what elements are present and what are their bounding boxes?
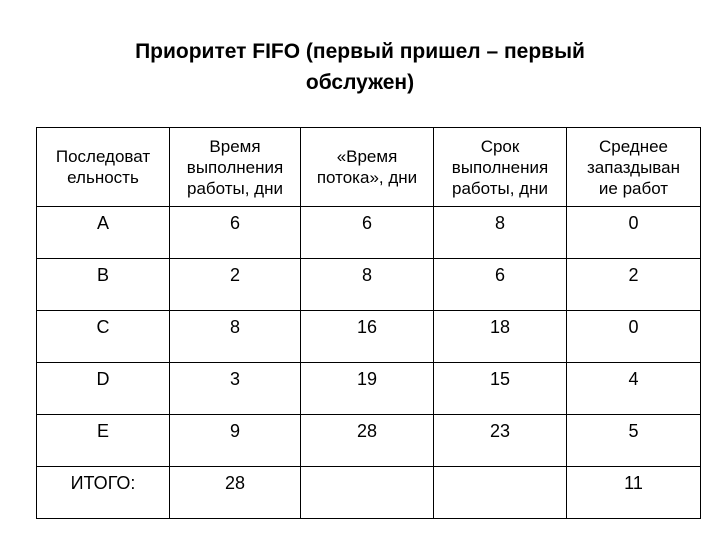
cell-due-date: 15: [434, 363, 567, 415]
cell-processing-time: 6: [170, 207, 301, 259]
table-row: [37, 415, 701, 467]
cell-lateness: 0: [567, 311, 701, 363]
cell-total-processing-time: 28: [170, 467, 301, 519]
cell-processing-time: 9: [170, 415, 301, 467]
fifo-table: [36, 127, 701, 519]
total-row: [37, 467, 701, 519]
cell-sequence: B: [37, 259, 170, 311]
cell-lateness: 5: [567, 415, 701, 467]
cell-lateness: 0: [567, 207, 701, 259]
header-row: [37, 128, 701, 207]
cell-total-lateness: 11: [567, 467, 701, 519]
cell-sequence: D: [37, 363, 170, 415]
table-row: [37, 207, 701, 259]
title-line-2: обслужен): [305, 71, 415, 94]
cell-flow-time: 16: [301, 311, 434, 363]
cell-processing-time: 8: [170, 311, 301, 363]
header-sequence: Последоват ельность: [37, 128, 170, 207]
slide-title: [0, 36, 720, 98]
cell-flow-time: 28: [301, 415, 434, 467]
cell-flow-time: 8: [301, 259, 434, 311]
cell-flow-time: 6: [301, 207, 434, 259]
cell-sequence: A: [37, 207, 170, 259]
cell-total-due-date: [434, 467, 567, 519]
cell-lateness: 4: [567, 363, 701, 415]
title-line-1: Приоритет FIFO (первый пришел – первый: [135, 40, 585, 63]
header-processing-time: Время выполнения работы, дни: [170, 128, 301, 207]
cell-due-date: 6: [434, 259, 567, 311]
header-flow-time: «Время потока», дни: [301, 128, 434, 207]
table-row: [37, 311, 701, 363]
cell-processing-time: 2: [170, 259, 301, 311]
cell-due-date: 23: [434, 415, 567, 467]
cell-sequence: C: [37, 311, 170, 363]
cell-flow-time: 19: [301, 363, 434, 415]
header-due-date: Срок выполнения работы, дни: [434, 128, 567, 207]
cell-lateness: 2: [567, 259, 701, 311]
table-row: [37, 363, 701, 415]
cell-sequence: E: [37, 415, 170, 467]
cell-total-flow-time: [301, 467, 434, 519]
cell-due-date: 8: [434, 207, 567, 259]
cell-processing-time: 3: [170, 363, 301, 415]
cell-total-label: ИТОГО:: [37, 467, 170, 519]
table-row: [37, 259, 701, 311]
cell-due-date: 18: [434, 311, 567, 363]
header-avg-lateness: Среднее запаздыван ие работ: [567, 128, 701, 207]
